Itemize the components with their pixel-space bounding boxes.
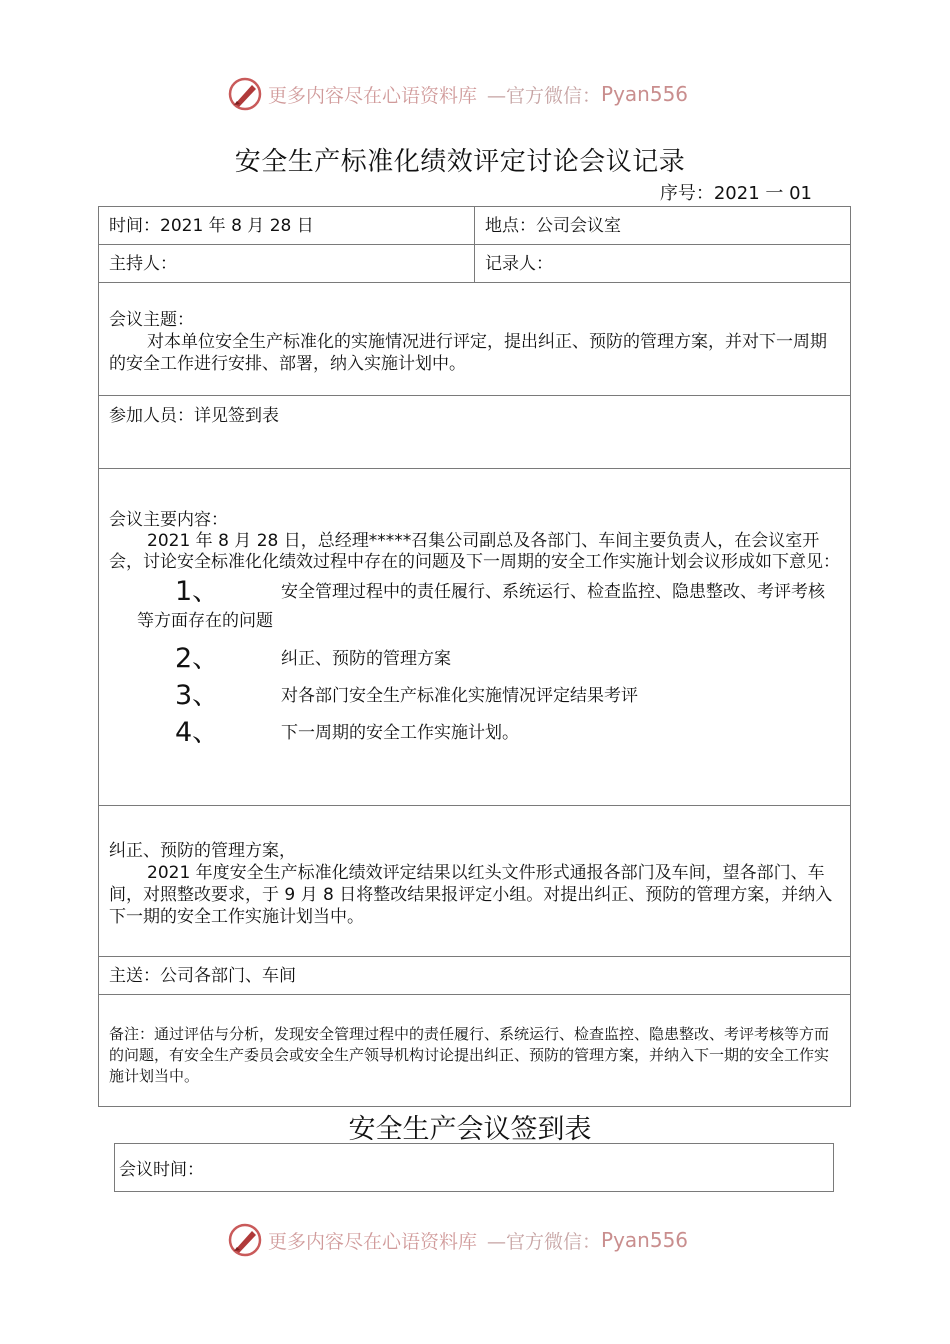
topic-label: 会议主题： (109, 310, 194, 330)
content-cell (99, 469, 851, 806)
watermark-text: 更多内容尽在心语资料库 (268, 84, 478, 107)
meeting-host: 主持人： (99, 245, 475, 283)
plan-label: 纠正、预防的管理方案， (109, 841, 296, 861)
watermark-wechat-label: —官方微信： (487, 84, 602, 107)
meeting-time: 时间：2021 年 8 月 28 日 (99, 207, 475, 245)
content-label: 会议主要内容： (109, 510, 228, 530)
item-continuation: 等方面存在的问题 (137, 611, 273, 631)
topic-text: 对本单位安全生产标准化的实施情况进行评定，提出纠正、预防的管理方案，并对下一周期的安全工作进行安排、部署，纳入实施计划中。 (109, 332, 827, 374)
meeting-record-table (98, 206, 851, 1107)
sign-sheet-time-box (114, 1143, 834, 1192)
plan-cell (99, 806, 851, 957)
watermark-wechat-id: Pyan556 (601, 1228, 689, 1252)
watermark-wechat-label: —官方微信： (487, 1230, 602, 1253)
document-title: 安全生产标准化绩效评定讨论会议记录 (234, 147, 686, 177)
list-item (175, 714, 840, 751)
item-text: 对各部门安全生产标准化实施情况评定结果考评 (281, 685, 638, 706)
plan-text: 2021 年度安全生产标准化绩效评定结果以红头文件形式通报各部门及车间，望各部门、车间，对照整改要求，于 9 月 8 日将整改结果报评定小组。对提出纠正、预防的管理方案，并纳入下一期的安全工作实施计划当中。 (109, 863, 833, 927)
item-text: 纠正、预防的管理方案 (281, 648, 451, 669)
item-number: 2、 (175, 642, 220, 674)
list-item (175, 573, 840, 610)
send-to: 主送：公司各部门、车间 (99, 957, 851, 995)
watermark-bottom (228, 1222, 688, 1258)
watermark-top (228, 76, 688, 112)
item-text: 安全管理过程中的责任履行、系统运行、检查监控、隐患整改、考评考核 (281, 581, 825, 602)
attendees-cell (99, 396, 851, 469)
serial-number: 序号：2021 一 01 (659, 183, 812, 204)
sign-sheet-time-label: 会议时间： (119, 1160, 204, 1180)
watermark-wechat-id: Pyan556 (601, 82, 689, 106)
item-number: 4、 (175, 716, 220, 748)
pen-logo-icon (228, 1223, 262, 1257)
watermark-text: 更多内容尽在心语资料库 (268, 1230, 478, 1253)
attendees: 参加人员：详见签到表 (109, 406, 279, 426)
list-item (175, 640, 840, 677)
topic-cell (99, 283, 851, 396)
remark-cell (99, 995, 851, 1107)
remark-text: 备注：通过评估与分析，发现安全管理过程中的责任履行、系统运行、检查监控、隐患整改、考评考核等方而的问题，有安全生产委员会或安全生产领导机构讨论提出纠正、预防的管理方案，并纳入下一期的安全工作实施计划当中。 (109, 1025, 830, 1085)
list-item (175, 677, 840, 714)
pen-logo-icon (228, 77, 262, 111)
meeting-place: 地点：公司会议室 (475, 207, 851, 245)
item-text: 下一周期的安全工作实施计划。 (281, 722, 519, 743)
content-text: 2021 年 8 月 28 日，总经理*****召集公司副总及各部门、车间主要负责人，在会议室开会，讨论安全标准化化绩效过程中存在的问题及下一周期的安全工作实施计划会议形成如下意见： (109, 531, 840, 572)
item-number: 1、 (175, 575, 220, 607)
sign-sheet-title: 安全生产会议签到表 (348, 1114, 592, 1145)
item-number: 3、 (175, 679, 220, 711)
meeting-recorder: 记录人： (475, 245, 851, 283)
